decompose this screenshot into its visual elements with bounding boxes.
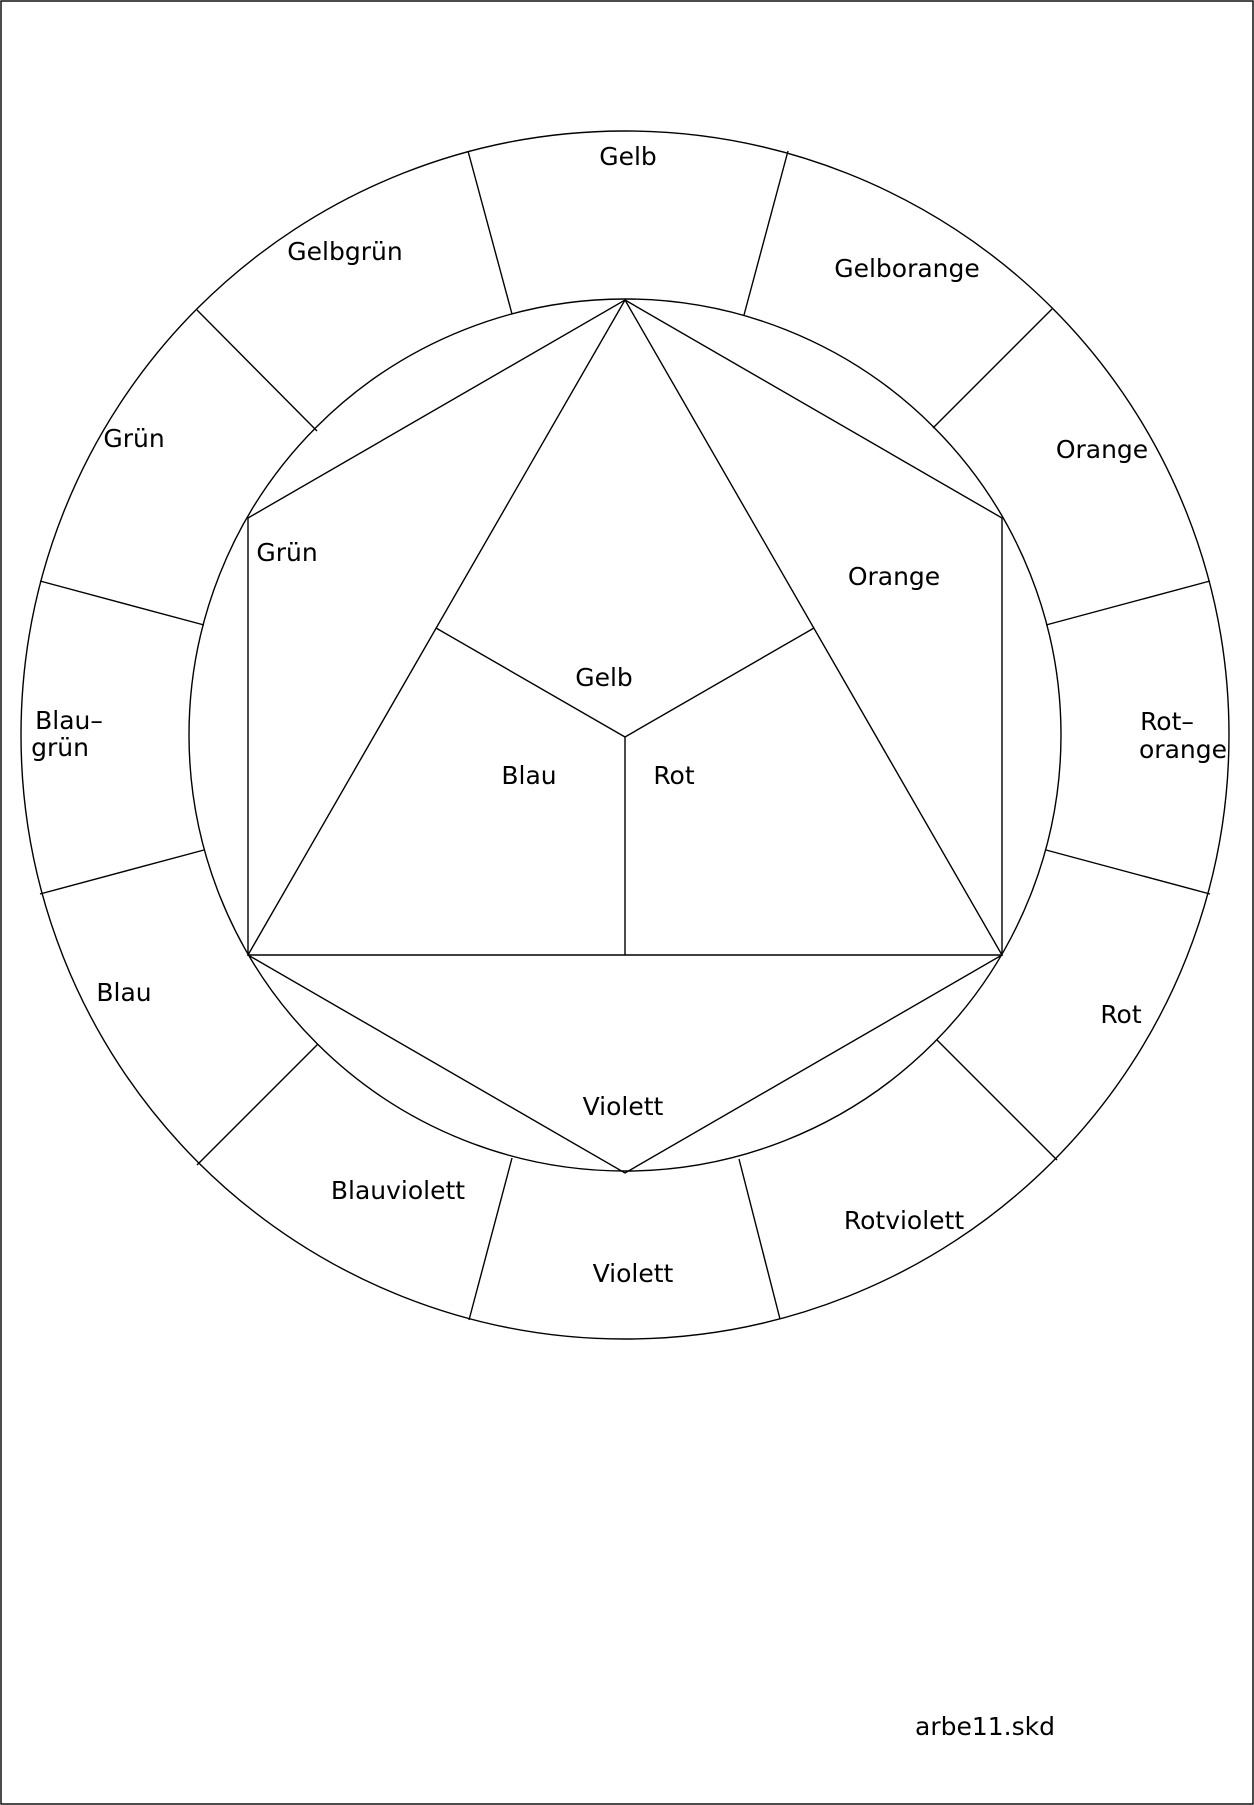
ring-divider — [937, 1040, 1057, 1160]
outer-label-rotorange-1: Rot– — [1140, 707, 1194, 736]
ring-divider — [1046, 581, 1210, 625]
outer-label-blau: Blau — [96, 978, 152, 1007]
outer-label-violett: Violett — [592, 1259, 674, 1288]
ring-divider — [40, 581, 204, 625]
page-border — [1, 1, 1253, 1804]
outer-label-gelbgruen: Gelbgrün — [287, 237, 403, 266]
ring-divider — [933, 309, 1052, 428]
ring-divider — [469, 1158, 512, 1320]
outer-label-gruen: Grün — [103, 424, 165, 453]
primary-label-gelb: Gelb — [575, 663, 633, 692]
primary-label-blau: Blau — [501, 761, 557, 790]
inner-circle — [189, 299, 1061, 1171]
ring-divider — [197, 1044, 318, 1165]
ring-divider — [468, 151, 512, 314]
secondary-label-orange: Orange — [847, 562, 941, 591]
ring-divider — [197, 310, 317, 431]
ring-divider — [1046, 850, 1210, 894]
secondary-label-violett: Violett — [582, 1092, 664, 1121]
secondary-label-gruen: Grün — [256, 538, 318, 567]
outer-label-blaugruen-2: grün — [31, 733, 89, 762]
outer-label-blauviolett: Blauviolett — [330, 1176, 466, 1205]
ring-divider — [40, 850, 204, 894]
outer-label-blaugruen-1: Blau– — [35, 706, 103, 735]
triangle-divider — [625, 628, 814, 737]
ring-divider — [739, 1159, 780, 1319]
ring-divider — [744, 151, 788, 315]
outer-label-rotorange-2: orange — [1139, 735, 1227, 764]
outer-label-orange: Orange — [1055, 435, 1149, 464]
outer-circle — [21, 131, 1229, 1339]
outer-label-gelborange: Gelborange — [834, 254, 980, 283]
footer-filename: arbe11.skd — [915, 1712, 1055, 1741]
outer-label-gelb: Gelb — [599, 142, 657, 171]
outer-label-rotviolett: Rotviolett — [843, 1206, 965, 1235]
outer-label-rot: Rot — [1100, 1000, 1142, 1029]
primary-label-rot: Rot — [653, 761, 695, 790]
